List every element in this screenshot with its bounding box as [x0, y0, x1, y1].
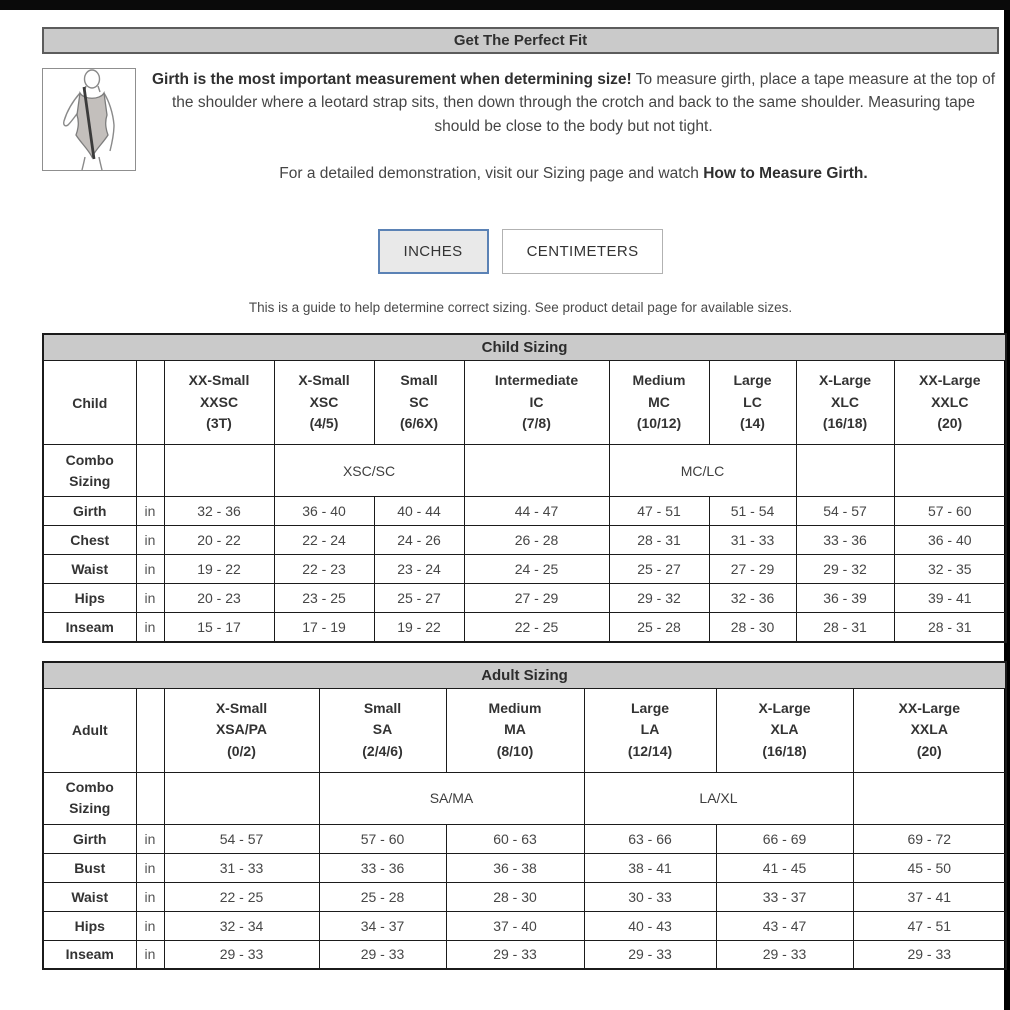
size-column-header [446, 688, 584, 772]
size-value-cell: 17 - 19 [274, 613, 374, 642]
size-value-cell: 33 - 36 [796, 526, 894, 555]
size-value-cell: 29 - 33 [716, 940, 853, 969]
size-value-cell: 19 - 22 [164, 555, 274, 584]
size-column-header [274, 361, 374, 445]
size-value-cell: 22 - 23 [274, 555, 374, 584]
girth-intro-section [42, 68, 999, 185]
inches-button[interactable]: INCHES [378, 229, 489, 274]
size-header-sizes: (3T) [206, 415, 232, 432]
combo-cell [853, 772, 1006, 824]
demo-sentence-bold: How to Measure Girth. [703, 164, 868, 182]
size-value-cell: 29 - 33 [853, 940, 1006, 969]
size-header-row [43, 361, 1006, 445]
size-header-sizes: (7/8) [522, 415, 551, 432]
size-header-name: X-Small [215, 699, 268, 716]
unit-header-cell [136, 688, 164, 772]
unit-cell: in [136, 911, 164, 940]
size-column-header [374, 361, 464, 445]
size-header-sizes: (8/10) [496, 742, 534, 759]
size-header-name: Large [630, 699, 670, 716]
size-value-cell: 25 - 28 [319, 882, 446, 911]
size-value-cell: 54 - 57 [164, 824, 319, 853]
size-value-cell: 41 - 45 [716, 853, 853, 882]
size-value-cell: 29 - 32 [609, 584, 709, 613]
size-value-cell: 29 - 33 [319, 940, 446, 969]
unit-cell: in [136, 824, 164, 853]
size-value-cell: 15 - 17 [164, 613, 274, 642]
adult-sizing-table [42, 661, 1007, 971]
combo-cell [464, 445, 609, 497]
unit-cell: in [136, 584, 164, 613]
unit-header-cell [136, 361, 164, 445]
unit-cell: in [136, 497, 164, 526]
measurement-row [43, 853, 1006, 882]
size-column-header [716, 688, 853, 772]
measurement-row [43, 882, 1006, 911]
combo-sizing-row [43, 772, 1006, 824]
girth-instructions [136, 68, 999, 185]
girth-instructions-paragraph [148, 68, 999, 138]
size-value-cell: 36 - 40 [274, 497, 374, 526]
size-value-cell: 28 - 31 [796, 613, 894, 642]
size-value-cell: 25 - 28 [609, 613, 709, 642]
size-header-sizes: (16/18) [822, 415, 868, 432]
size-column-header [796, 361, 894, 445]
size-value-cell: 26 - 28 [464, 526, 609, 555]
size-header-sizes: (0/2) [227, 742, 256, 759]
size-header-sizes: (12/14) [627, 742, 673, 759]
size-header-code: MA [504, 721, 526, 738]
size-header-code: LA [640, 721, 660, 738]
combo-row-label: Combo Sizing [43, 772, 136, 824]
size-header-name: Small [363, 699, 402, 716]
size-header-name: X-Large [758, 699, 811, 716]
size-value-cell: 36 - 40 [894, 526, 1006, 555]
measurement-row [43, 824, 1006, 853]
combo-cell [894, 445, 1006, 497]
leotard-figure-icon [43, 69, 135, 170]
size-header-sizes: (4/5) [309, 415, 339, 432]
size-value-cell: 37 - 41 [853, 882, 1006, 911]
size-value-cell: 19 - 22 [374, 613, 464, 642]
size-header-name: X-Small [298, 372, 350, 388]
sizing-guide-note: This is a guide to help determine correct sizing. See product detail page for available sizes. [248, 300, 793, 315]
measurement-row [43, 584, 1006, 613]
size-header-code: XXLA [910, 721, 948, 738]
size-value-cell: 28 - 31 [609, 526, 709, 555]
size-value-cell: 63 - 66 [584, 824, 716, 853]
unit-toggle [42, 229, 999, 274]
size-column-header [464, 361, 609, 445]
size-value-cell: 25 - 27 [609, 555, 709, 584]
size-value-cell: 66 - 69 [716, 824, 853, 853]
measurement-label: Chest [43, 526, 136, 555]
size-value-cell: 24 - 26 [374, 526, 464, 555]
size-header-name: X-Large [818, 372, 872, 388]
size-value-cell: 57 - 60 [894, 497, 1006, 526]
measurement-label: Inseam [43, 613, 136, 642]
size-value-cell: 47 - 51 [853, 911, 1006, 940]
size-value-cell: 33 - 37 [716, 882, 853, 911]
size-value-cell: 69 - 72 [853, 824, 1006, 853]
size-header-code: XSA/PA [215, 721, 268, 738]
combo-cell: MC/LC [609, 445, 796, 497]
size-header-code: SA [372, 721, 393, 738]
measurement-label: Waist [43, 882, 136, 911]
table-corner-label: Child [43, 361, 136, 445]
size-header-code: SC [409, 393, 429, 410]
measurement-row [43, 526, 1006, 555]
size-column-header [164, 688, 319, 772]
size-value-cell: 30 - 33 [584, 882, 716, 911]
size-value-cell: 33 - 36 [319, 853, 446, 882]
unit-cell: in [136, 613, 164, 642]
size-column-header [609, 361, 709, 445]
size-column-header [894, 361, 1006, 445]
size-value-cell: 29 - 33 [446, 940, 584, 969]
size-value-cell: 23 - 25 [274, 584, 374, 613]
size-value-cell: 54 - 57 [796, 497, 894, 526]
size-header-code: XXSC [199, 393, 239, 410]
combo-cell: XSC/SC [274, 445, 464, 497]
size-header-name: XX-Large [919, 372, 981, 388]
size-column-header [584, 688, 716, 772]
page-title: Get The Perfect Fit [42, 27, 999, 54]
size-value-cell: 60 - 63 [446, 824, 584, 853]
size-value-cell: 20 - 23 [164, 584, 274, 613]
size-value-cell: 36 - 38 [446, 853, 584, 882]
size-value-cell: 22 - 25 [164, 882, 319, 911]
size-value-cell: 31 - 33 [164, 853, 319, 882]
size-value-cell: 57 - 60 [319, 824, 446, 853]
unit-cell: in [136, 940, 164, 969]
size-value-cell: 36 - 39 [796, 584, 894, 613]
size-header-code: MC [648, 393, 670, 410]
measurement-label: Girth [43, 824, 136, 853]
size-header-sizes: (16/18) [762, 742, 807, 759]
size-value-cell: 38 - 41 [584, 853, 716, 882]
measurement-label: Waist [43, 555, 136, 584]
size-column-header [164, 361, 274, 445]
size-value-cell: 44 - 47 [464, 497, 609, 526]
size-column-header [853, 688, 1006, 772]
size-value-cell: 32 - 36 [709, 584, 796, 613]
combo-cell [796, 445, 894, 497]
measurement-row [43, 911, 1006, 940]
size-header-code: IC [529, 393, 544, 410]
size-header-code: XSC [309, 393, 339, 410]
combo-sizing-row [43, 445, 1006, 497]
size-header-sizes: (14) [740, 415, 765, 432]
size-header-sizes: (10/12) [636, 415, 682, 432]
size-value-cell: 32 - 36 [164, 497, 274, 526]
girth-instructions-body: To measure girth, place a tape measure at the top of the shoulder where a leotard strap sits, then down through the crotch and back to the same shoulder. Measuring tape should be close to the body but not tight. [171, 71, 996, 135]
size-header-code: LC [743, 393, 762, 410]
measurement-label: Inseam [43, 940, 136, 969]
size-header-row [43, 688, 1006, 772]
combo-cell: SA/MA [319, 772, 584, 824]
measurement-row [43, 497, 1006, 526]
girth-measurement-diagram [42, 68, 136, 171]
size-value-cell: 31 - 33 [709, 526, 796, 555]
size-value-cell: 25 - 27 [374, 584, 464, 613]
size-column-header [709, 361, 796, 445]
unit-cell: in [136, 882, 164, 911]
size-value-cell: 29 - 33 [584, 940, 716, 969]
demo-sentence [148, 162, 999, 185]
size-value-cell: 24 - 25 [464, 555, 609, 584]
size-value-cell: 28 - 31 [894, 613, 1006, 642]
size-header-name: Intermediate [494, 372, 579, 388]
size-value-cell: 29 - 33 [164, 940, 319, 969]
centimeters-button[interactable]: CENTIMETERS [502, 229, 664, 274]
size-header-code: XLC [831, 393, 859, 410]
unit-cell: in [136, 526, 164, 555]
measurement-label: Hips [43, 584, 136, 613]
measurement-row [43, 613, 1006, 642]
size-value-cell: 28 - 30 [446, 882, 584, 911]
size-value-cell: 40 - 43 [584, 911, 716, 940]
size-value-cell: 45 - 50 [853, 853, 1006, 882]
size-value-cell: 43 - 47 [716, 911, 853, 940]
size-header-code: XXLC [931, 393, 969, 410]
size-header-code: XLA [770, 721, 799, 738]
size-value-cell: 32 - 34 [164, 911, 319, 940]
measurement-row [43, 940, 1006, 969]
sizing-guide-page [0, 10, 1004, 1010]
size-header-name: Medium [488, 699, 542, 716]
unit-cell: in [136, 555, 164, 584]
measurement-label: Bust [43, 853, 136, 882]
size-value-cell: 37 - 40 [446, 911, 584, 940]
girth-instructions-lead: Girth is the most important measurement when determining size! [151, 71, 632, 88]
size-value-cell: 23 - 24 [374, 555, 464, 584]
combo-unit-cell [136, 772, 164, 824]
table-title: Adult Sizing [43, 662, 1006, 689]
combo-row-label: Combo Sizing [43, 445, 136, 497]
size-value-cell: 32 - 35 [894, 555, 1006, 584]
size-value-cell: 22 - 25 [464, 613, 609, 642]
size-header-sizes: (2/4/6) [362, 742, 403, 759]
size-value-cell: 20 - 22 [164, 526, 274, 555]
demo-sentence-prefix: For a detailed demonstration, visit our Sizing page and watch [279, 164, 699, 182]
size-value-cell: 39 - 41 [894, 584, 1006, 613]
combo-unit-cell [136, 445, 164, 497]
size-value-cell: 28 - 30 [709, 613, 796, 642]
size-value-cell: 40 - 44 [374, 497, 464, 526]
size-value-cell: 29 - 32 [796, 555, 894, 584]
measurement-label: Girth [43, 497, 136, 526]
size-header-sizes: (20) [937, 415, 963, 432]
table-title: Child Sizing [43, 334, 1006, 361]
size-header-name: XX-Small [188, 372, 250, 388]
unit-cell: in [136, 853, 164, 882]
measurement-row [43, 555, 1006, 584]
size-column-header [319, 688, 446, 772]
size-value-cell: 51 - 54 [709, 497, 796, 526]
size-value-cell: 27 - 29 [464, 584, 609, 613]
size-value-cell: 27 - 29 [709, 555, 796, 584]
size-header-sizes: (6/6X) [399, 415, 439, 432]
measurement-label: Hips [43, 911, 136, 940]
size-header-name: Medium [632, 372, 686, 388]
size-value-cell: 22 - 24 [274, 526, 374, 555]
size-value-cell: 34 - 37 [319, 911, 446, 940]
table-corner-label: Adult [43, 688, 136, 772]
size-header-name: XX-Large [898, 699, 960, 716]
combo-cell [164, 445, 274, 497]
screenshot-top-frame [0, 0, 1010, 10]
child-sizing-table [42, 333, 1007, 643]
size-header-name: Small [400, 372, 438, 388]
combo-cell: LA/XL [584, 772, 853, 824]
size-value-cell: 47 - 51 [609, 497, 709, 526]
combo-cell [164, 772, 319, 824]
size-header-sizes: (20) [916, 742, 942, 759]
size-header-name: Large [733, 372, 772, 388]
